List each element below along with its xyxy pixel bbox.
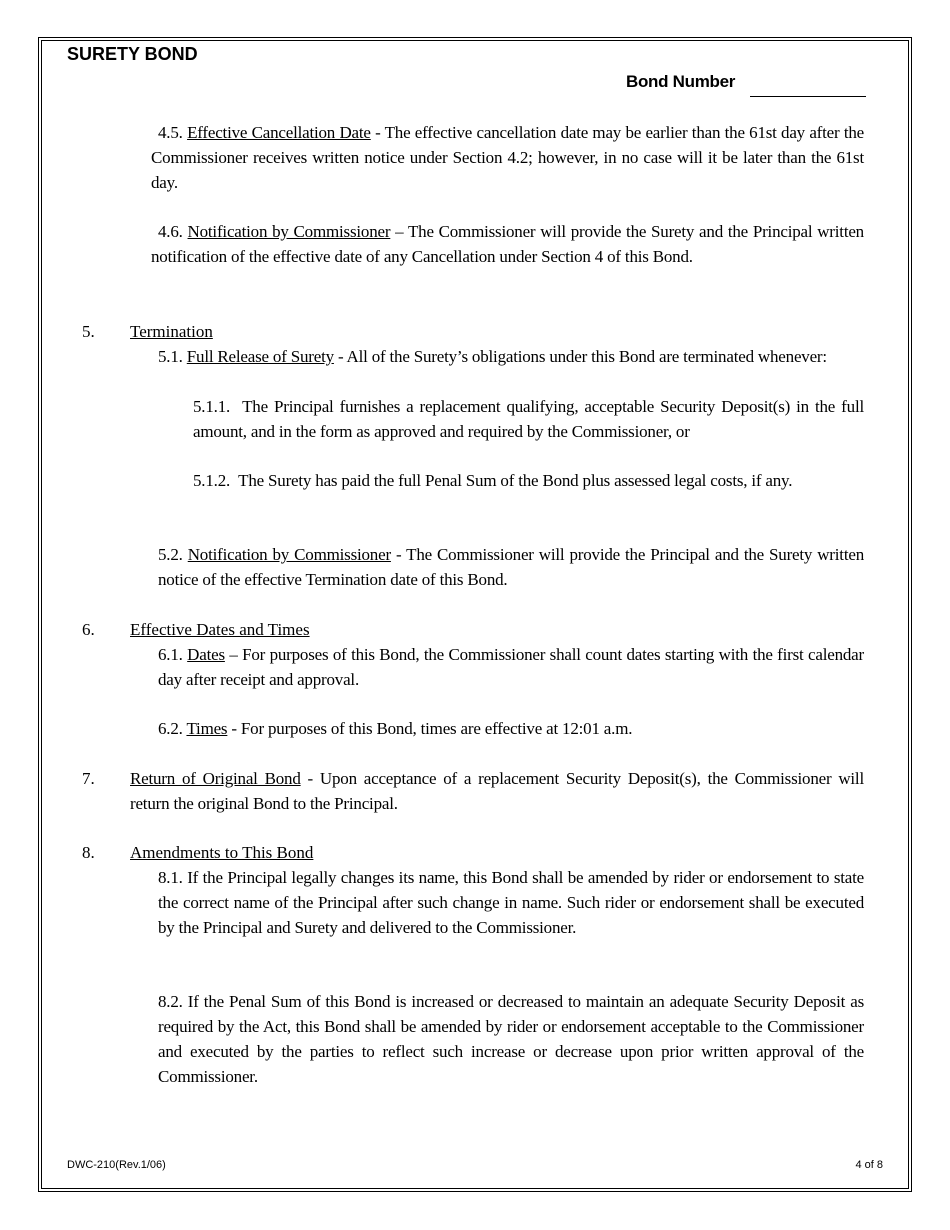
section-5-2 xyxy=(158,542,864,592)
section-5-heading: Termination xyxy=(130,322,213,341)
section-7-number: 7. xyxy=(82,769,95,788)
form-id: DWC-210(Rev.1/06) xyxy=(67,1159,166,1171)
section-7-heading: Return of Original Bond xyxy=(130,769,301,788)
section-6-heading: Effective Dates and Times xyxy=(130,620,310,639)
section-5-1-heading: Full Release of Surety xyxy=(186,347,334,366)
section-4-6-number: 4.6. xyxy=(158,222,183,241)
section-8-2: 8.2. If the Penal Sum of this Bond is increased or decreased to maintain an adequate Security Deposit as required by the Act, this Bond shall be amended by rider or endorsement acceptable to the Commissioner and executed by the parties to reflect such increase or decrease upon prior written approval of the Commissioner. xyxy=(158,992,864,1086)
section-4-5-number: 4.5. xyxy=(158,123,183,142)
section-6-2-heading: Times xyxy=(186,719,228,738)
section-7-text: - Upon acceptance of a replacement Security Deposit(s), the Commissioner will return the original Bond to the Principal. xyxy=(130,769,864,813)
section-8-number: 8. xyxy=(82,843,95,862)
section-5-1-number: 5.1. xyxy=(158,347,183,366)
document-title: SURETY BOND xyxy=(67,44,198,64)
section-6-1 xyxy=(158,642,864,692)
page-number: 4 of 8 xyxy=(855,1159,883,1171)
section-6-2-number: 6.2. xyxy=(158,719,183,738)
section-5-2-text: - The Commissioner will provide the Principal and the Surety written notice of the effective Termination date of this Bond. xyxy=(158,545,864,589)
section-5-1-2: 5.1.2. The Surety has paid the full Penal Sum of the Bond plus assessed legal costs, if any. xyxy=(193,471,793,490)
section-4-6 xyxy=(151,219,864,269)
bond-number-label: Bond Number xyxy=(626,72,736,91)
section-6-2 xyxy=(158,716,864,741)
section-4-6-heading: Notification by Commissioner xyxy=(187,222,391,241)
section-5-2-heading: Notification by Commissioner xyxy=(187,545,391,564)
section-6-1-text: – For purposes of this Bond, the Commissioner shall count dates starting with the first calendar day after receipt and approval. xyxy=(158,645,864,689)
section-6-number: 6. xyxy=(82,620,95,639)
section-4-5-heading: Effective Cancellation Date xyxy=(187,123,371,142)
section-5-1 xyxy=(158,344,864,369)
section-4-6-text: – The Commissioner will provide the Surety and the Principal written notification of the effective date of any Cancellation under Section 4 of this Bond. xyxy=(151,222,864,266)
section-5-2-number: 5.2. xyxy=(158,545,183,564)
section-4-5 xyxy=(151,120,864,195)
section-8-1: 8.1. If the Principal legally changes its name, this Bond shall be amended by rider or endorsement to state the correct name of the Principal after such change in name. Such rider or endorsement shall be executed by the Principal and Surety and delivered to the Commissioner. xyxy=(158,868,864,937)
section-4-5-text: - The effective cancellation date may be earlier than the 61st day after the Commissioner receives written notice under Section 4.2; however, in no case will it be later than the 61st day. xyxy=(151,123,864,192)
section-6-1-heading: Dates xyxy=(187,645,225,664)
section-5-1-text: - All of the Surety’s obligations under this Bond are terminated whenever: xyxy=(333,347,827,366)
section-6-1-number: 6.1. xyxy=(158,645,183,664)
section-6-2-text: - For purposes of this Bond, times are effective at 12:01 a.m. xyxy=(227,719,633,738)
section-8-heading: Amendments to This Bond xyxy=(130,843,314,862)
section-5-number: 5. xyxy=(82,322,95,341)
bond-number-blank xyxy=(750,96,866,97)
section-5-1-1: 5.1.1. The Principal furnishes a replacement qualifying, acceptable Security Deposit(s) in the full amount, and in the form as approved and required by the Commissioner, or xyxy=(193,397,864,441)
section-7 xyxy=(130,766,864,816)
